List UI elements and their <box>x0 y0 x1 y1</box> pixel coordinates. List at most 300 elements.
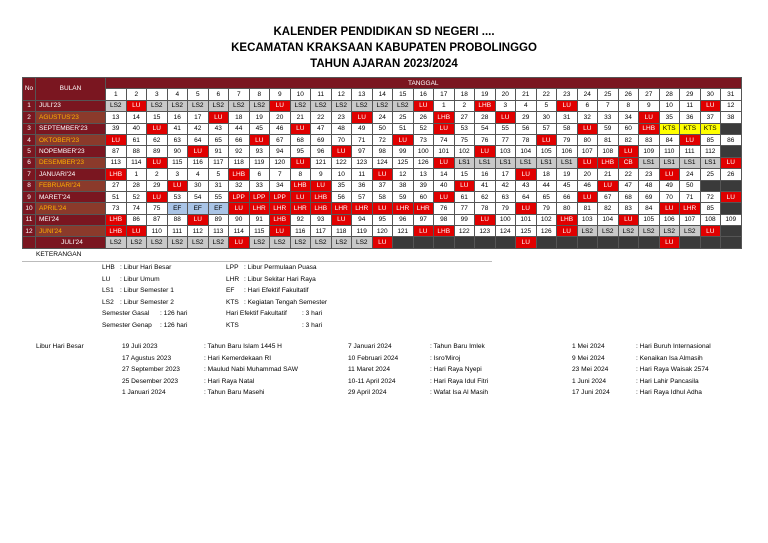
day-cell: 108 <box>598 146 619 157</box>
holiday-name: : Hari Raya Idhul Adha <box>636 389 702 396</box>
day-header: 7 <box>229 89 250 100</box>
day-cell: LU <box>557 226 578 237</box>
day-cell <box>536 237 557 248</box>
day-cell: 18 <box>229 112 250 123</box>
day-cell: 71 <box>680 191 701 202</box>
day-cell: 53 <box>167 191 188 202</box>
day-cell: 110 <box>659 146 680 157</box>
day-cell: LHB <box>106 214 127 225</box>
day-cell: 100 <box>495 214 516 225</box>
month-label: JULI'24 <box>36 237 106 248</box>
day-cell: 34 <box>270 180 291 191</box>
day-cell: 34 <box>618 112 639 123</box>
day-cell: 62 <box>475 191 496 202</box>
day-cell: 78 <box>516 134 537 145</box>
day-cell: 111 <box>680 146 701 157</box>
day-cell: 98 <box>372 146 393 157</box>
day-cell: 118 <box>229 157 250 168</box>
day-cell: 114 <box>229 226 250 237</box>
day-cell: 82 <box>618 134 639 145</box>
day-cell: 75 <box>454 134 475 145</box>
day-header: 19 <box>475 89 496 100</box>
day-cell: 117 <box>311 226 332 237</box>
day-cell: 62 <box>147 134 168 145</box>
day-cell: 39 <box>413 180 434 191</box>
holiday-heading: Libur Hari Besar <box>36 343 84 350</box>
day-cell: LU <box>659 237 680 248</box>
day-cell: 67 <box>270 134 291 145</box>
day-cell: LU <box>290 123 311 134</box>
day-cell: 80 <box>577 134 598 145</box>
day-cell: 102 <box>454 146 475 157</box>
day-cell: 70 <box>331 134 352 145</box>
month-row <box>23 191 742 202</box>
day-cell: LS1 <box>454 157 475 168</box>
day-cell: 24 <box>372 112 393 123</box>
day-cell: LU <box>434 157 455 168</box>
day-cell: 73 <box>413 134 434 145</box>
day-cell: LS2 <box>106 100 127 111</box>
day-cell: 40 <box>126 123 147 134</box>
day-cell: 22 <box>618 169 639 180</box>
day-cell: LS1 <box>659 157 680 168</box>
day-cell: LS2 <box>126 237 147 248</box>
day-cell: LHB <box>311 203 332 214</box>
holiday-name: : Hari Raya Nyepi <box>430 366 482 373</box>
day-cell: 78 <box>475 203 496 214</box>
holiday-name: : Hari Raya Natal <box>204 377 255 385</box>
day-cell: 43 <box>516 180 537 191</box>
month-row <box>23 237 742 248</box>
day-cell: 61 <box>126 134 147 145</box>
day-cell: 41 <box>475 180 496 191</box>
day-cell: 37 <box>700 112 721 123</box>
month-row <box>23 203 742 214</box>
day-cell: 5 <box>208 169 229 180</box>
day-cell: 8 <box>618 100 639 111</box>
day-cell <box>393 237 414 248</box>
day-cell: 74 <box>126 203 147 214</box>
day-cell: 79 <box>495 203 516 214</box>
legend-code: Semester Genap <box>102 321 152 329</box>
day-cell: LS2 <box>331 237 352 248</box>
day-cell: 65 <box>536 191 557 202</box>
day-cell: 66 <box>229 134 250 145</box>
day-header: 23 <box>557 89 578 100</box>
day-cell: 39 <box>106 123 127 134</box>
day-cell: 46 <box>270 123 291 134</box>
day-cell: 49 <box>659 180 680 191</box>
day-cell: 12 <box>721 100 742 111</box>
day-cell: 68 <box>618 191 639 202</box>
day-cell <box>639 237 660 248</box>
day-cell: KTS <box>680 123 701 134</box>
day-cell: LU <box>106 134 127 145</box>
day-cell: 126 <box>536 226 557 237</box>
legend-desc: : Kegiatan Tengah Semester <box>244 298 328 306</box>
day-cell: 101 <box>434 146 455 157</box>
title-year: TAHUN AJARAN 2023/2024 <box>310 58 458 70</box>
day-cell: LU <box>721 157 742 168</box>
day-cell: LS1 <box>536 157 557 168</box>
day-cell: LU <box>249 134 270 145</box>
month-row <box>23 146 742 157</box>
legend-desc: : Libur Sekitar Hari Raya <box>244 275 316 283</box>
day-cell: 21 <box>598 169 619 180</box>
day-cell: 89 <box>147 146 168 157</box>
month-header: BULAN <box>36 78 106 101</box>
day-cell: 24 <box>680 169 701 180</box>
day-cell: 32 <box>577 112 598 123</box>
month-label: MEI'24 <box>36 214 106 225</box>
month-label: MARET'24 <box>36 191 106 202</box>
day-cell: 32 <box>229 180 250 191</box>
day-cell: LU <box>475 146 496 157</box>
legend-desc: : Libur Permulaan Puasa <box>244 264 317 271</box>
day-cell: 25 <box>700 169 721 180</box>
day-cell: 60 <box>413 191 434 202</box>
day-cell: 123 <box>475 226 496 237</box>
day-cell: 21 <box>290 112 311 123</box>
day-header: 17 <box>434 89 455 100</box>
day-cell: 22 <box>311 112 332 123</box>
day-cell: LS2 <box>106 237 127 248</box>
day-cell: 100 <box>413 146 434 157</box>
day-cell: 95 <box>372 214 393 225</box>
day-cell: 107 <box>577 146 598 157</box>
day-cell: LPP <box>270 191 291 202</box>
day-cell: LS2 <box>598 226 619 237</box>
day-cell: 72 <box>372 134 393 145</box>
day-cell: 50 <box>680 180 701 191</box>
day-cell: 69 <box>311 134 332 145</box>
day-cell: 49 <box>352 123 373 134</box>
day-cell: 17 <box>188 112 209 123</box>
day-cell: LU <box>516 237 537 248</box>
row-number: 9 <box>23 191 36 202</box>
day-cell: LU <box>290 157 311 168</box>
day-cell: 26 <box>413 112 434 123</box>
day-cell: LU <box>577 123 598 134</box>
day-cell: 113 <box>106 157 127 168</box>
day-cell: 25 <box>393 112 414 123</box>
day-cell: LHB <box>311 191 332 202</box>
day-cell: 126 <box>413 157 434 168</box>
day-cell: 115 <box>167 157 188 168</box>
day-cell: 28 <box>475 112 496 123</box>
day-cell <box>721 203 742 214</box>
day-cell: 65 <box>208 134 229 145</box>
day-cell: LS1 <box>475 157 496 168</box>
day-cell: LS1 <box>639 157 660 168</box>
month-row <box>23 134 742 145</box>
day-cell: LU <box>434 191 455 202</box>
day-cell: 75 <box>147 203 168 214</box>
day-cell: LU <box>659 169 680 180</box>
day-cell: 97 <box>413 214 434 225</box>
day-header: 2 <box>126 89 147 100</box>
day-cell: LS2 <box>147 100 168 111</box>
day-cell <box>721 226 742 237</box>
holiday-date: 1 Mei 2024 <box>572 343 605 350</box>
tanggal-header: TANGGAL <box>106 78 742 89</box>
day-cell: LS2 <box>639 226 660 237</box>
day-cell: 106 <box>557 146 578 157</box>
day-cell: 48 <box>639 180 660 191</box>
holiday-name: : Hari Raya Waisak 2574 <box>636 366 709 373</box>
day-cell: LS2 <box>167 237 188 248</box>
row-number: 2 <box>23 112 36 123</box>
day-cell: 61 <box>454 191 475 202</box>
day-cell: 59 <box>598 123 619 134</box>
day-cell: 40 <box>434 180 455 191</box>
legend-divider <box>22 261 492 262</box>
day-cell: 91 <box>249 214 270 225</box>
day-cell: 118 <box>331 226 352 237</box>
day-cell: 73 <box>106 203 127 214</box>
day-cell: LU <box>270 226 291 237</box>
day-cell: 64 <box>516 191 537 202</box>
row-number <box>23 237 36 248</box>
day-cell: LU <box>311 180 332 191</box>
title-school: KALENDER PENDIDIKAN SD NEGERI .... <box>273 26 495 38</box>
legend-desc: : Libur Umum <box>120 275 160 283</box>
day-cell: LU <box>229 237 250 248</box>
day-header: 22 <box>536 89 557 100</box>
day-cell: 42 <box>188 123 209 134</box>
day-cell: 58 <box>557 123 578 134</box>
day-cell: LU <box>229 203 250 214</box>
day-cell <box>495 237 516 248</box>
day-cell: 52 <box>126 191 147 202</box>
day-cell: 79 <box>557 134 578 145</box>
day-header: 13 <box>352 89 373 100</box>
day-cell: 82 <box>598 203 619 214</box>
day-cell: LS2 <box>331 100 352 111</box>
day-cell: 125 <box>393 157 414 168</box>
day-cell: KTS <box>659 123 680 134</box>
day-cell: LU <box>516 169 537 180</box>
day-cell: 26 <box>721 169 742 180</box>
day-cell: LU <box>413 100 434 111</box>
day-cell <box>413 237 434 248</box>
day-cell: 104 <box>516 146 537 157</box>
day-cell: 86 <box>126 214 147 225</box>
month-label: JULI'23 <box>36 100 106 111</box>
day-cell: 90 <box>167 146 188 157</box>
day-cell: 30 <box>188 180 209 191</box>
day-cell: 87 <box>147 214 168 225</box>
day-cell <box>700 180 721 191</box>
day-cell: 109 <box>721 214 742 225</box>
holiday-date: 25 Desember 2023 <box>122 377 179 385</box>
day-cell: LHR <box>270 203 291 214</box>
day-cell: 122 <box>331 157 352 168</box>
day-cell: 80 <box>557 203 578 214</box>
day-cell: 121 <box>393 226 414 237</box>
holiday-date: 10 Februari 2024 <box>348 354 399 362</box>
holiday-date: 11 Maret 2024 <box>348 366 391 373</box>
day-header: 30 <box>700 89 721 100</box>
day-header: 29 <box>680 89 701 100</box>
day-cell: LS2 <box>188 237 209 248</box>
holiday-name: : Isro'Miroj <box>430 354 461 362</box>
day-cell: LU <box>372 169 393 180</box>
month-label: FEBRUARI'24 <box>36 180 106 191</box>
day-cell: LU <box>126 226 147 237</box>
day-cell: 47 <box>618 180 639 191</box>
day-cell: 60 <box>618 123 639 134</box>
day-cell: 54 <box>475 123 496 134</box>
day-cell: 36 <box>680 112 701 123</box>
day-cell: LU <box>516 203 537 214</box>
day-cell: 121 <box>311 157 332 168</box>
day-cell: 29 <box>516 112 537 123</box>
day-cell: LU <box>372 203 393 214</box>
no-header: No <box>23 78 36 101</box>
day-cell: 107 <box>680 214 701 225</box>
day-cell: LS2 <box>311 100 332 111</box>
month-label: APRIL'24 <box>36 203 106 214</box>
day-cell: 110 <box>147 226 168 237</box>
day-cell: 3 <box>495 100 516 111</box>
day-cell: 11 <box>680 100 701 111</box>
day-cell: LU <box>618 214 639 225</box>
day-cell: 116 <box>188 157 209 168</box>
day-cell: LHR <box>413 203 434 214</box>
day-header: 6 <box>208 89 229 100</box>
day-cell: EF <box>208 203 229 214</box>
day-cell <box>721 123 742 134</box>
day-header: 5 <box>188 89 209 100</box>
day-cell: 66 <box>557 191 578 202</box>
day-cell: 124 <box>495 226 516 237</box>
day-cell: LU <box>270 100 291 111</box>
day-cell: LU <box>147 123 168 134</box>
day-cell: LHB <box>639 123 660 134</box>
day-cell: LPP <box>249 191 270 202</box>
day-cell: 4 <box>516 100 537 111</box>
legend-desc: : Libur Hari Besar <box>120 264 172 271</box>
day-cell: 35 <box>659 112 680 123</box>
legend-desc: : Libur Semester 1 <box>120 287 174 294</box>
day-cell: 95 <box>290 146 311 157</box>
day-header: 15 <box>393 89 414 100</box>
day-cell <box>700 237 721 248</box>
day-cell: LHR <box>680 203 701 214</box>
day-cell: 9 <box>639 100 660 111</box>
day-cell: 6 <box>249 169 270 180</box>
legend-desc: : Libur Semester 2 <box>120 298 174 306</box>
day-cell: 51 <box>106 191 127 202</box>
day-cell: 87 <box>106 146 127 157</box>
calendar-table <box>22 77 742 249</box>
day-cell: 113 <box>208 226 229 237</box>
day-cell <box>721 146 742 157</box>
day-header: 10 <box>290 89 311 100</box>
day-cell: 72 <box>700 191 721 202</box>
row-number: 3 <box>23 123 36 134</box>
legend-code: LS1 <box>102 287 114 294</box>
day-cell: 56 <box>516 123 537 134</box>
day-header: 26 <box>618 89 639 100</box>
day-cell: 57 <box>352 191 373 202</box>
day-cell: 13 <box>106 112 127 123</box>
day-cell: 19 <box>557 169 578 180</box>
day-cell: 85 <box>700 203 721 214</box>
day-cell: 33 <box>249 180 270 191</box>
legend-code: LU <box>102 275 111 283</box>
day-cell: 76 <box>475 134 496 145</box>
day-header: 12 <box>331 89 352 100</box>
day-header: 18 <box>454 89 475 100</box>
day-cell: LU <box>147 157 168 168</box>
day-cell: LS1 <box>700 157 721 168</box>
day-cell: LS2 <box>352 237 373 248</box>
day-cell: LU <box>147 191 168 202</box>
day-cell: 10 <box>331 169 352 180</box>
day-cell: 56 <box>331 191 352 202</box>
day-cell: 94 <box>352 214 373 225</box>
month-row <box>23 169 742 180</box>
day-cell <box>598 237 619 248</box>
day-cell: LHB <box>290 180 311 191</box>
month-row <box>23 226 742 237</box>
month-row <box>23 123 742 134</box>
day-cell: LU <box>618 146 639 157</box>
day-cell: 2 <box>454 100 475 111</box>
day-cell: 96 <box>311 146 332 157</box>
day-cell <box>557 237 578 248</box>
day-cell: 91 <box>208 146 229 157</box>
day-cell: 74 <box>434 134 455 145</box>
day-cell: LU <box>680 134 701 145</box>
day-cell: LHR <box>352 203 373 214</box>
day-header: 3 <box>147 89 168 100</box>
day-cell: LS1 <box>516 157 537 168</box>
day-cell: 20 <box>577 169 598 180</box>
month-label: AGUSTUS'23 <box>36 112 106 123</box>
day-cell: LU <box>188 214 209 225</box>
day-cell: LU <box>413 226 434 237</box>
day-cell: 64 <box>188 134 209 145</box>
day-cell: LS2 <box>372 100 393 111</box>
day-cell: 48 <box>331 123 352 134</box>
holiday-name: : Hari Buruh Internasional <box>636 343 711 350</box>
day-cell: 2 <box>147 169 168 180</box>
day-cell: 93 <box>311 214 332 225</box>
day-cell: 88 <box>126 146 147 157</box>
day-cell: 81 <box>598 134 619 145</box>
day-cell: 17 <box>495 169 516 180</box>
day-cell: LS2 <box>290 100 311 111</box>
holiday-date: 9 Mei 2024 <box>572 354 605 362</box>
day-cell: 79 <box>536 203 557 214</box>
day-cell <box>721 180 742 191</box>
holiday-date: 17 Juni 2024 <box>572 389 610 396</box>
day-cell: 117 <box>208 157 229 168</box>
day-cell: 15 <box>454 169 475 180</box>
day-cell: 14 <box>434 169 455 180</box>
day-cell: EF <box>167 203 188 214</box>
holiday-date: 27 September 2023 <box>122 366 180 373</box>
day-cell: 89 <box>208 214 229 225</box>
row-number: 11 <box>23 214 36 225</box>
holiday-name: : Kenaikan Isa Almasih <box>636 354 703 362</box>
day-cell: LU <box>495 112 516 123</box>
legend-desc: : 3 hari <box>302 310 323 317</box>
day-header: 16 <box>413 89 434 100</box>
